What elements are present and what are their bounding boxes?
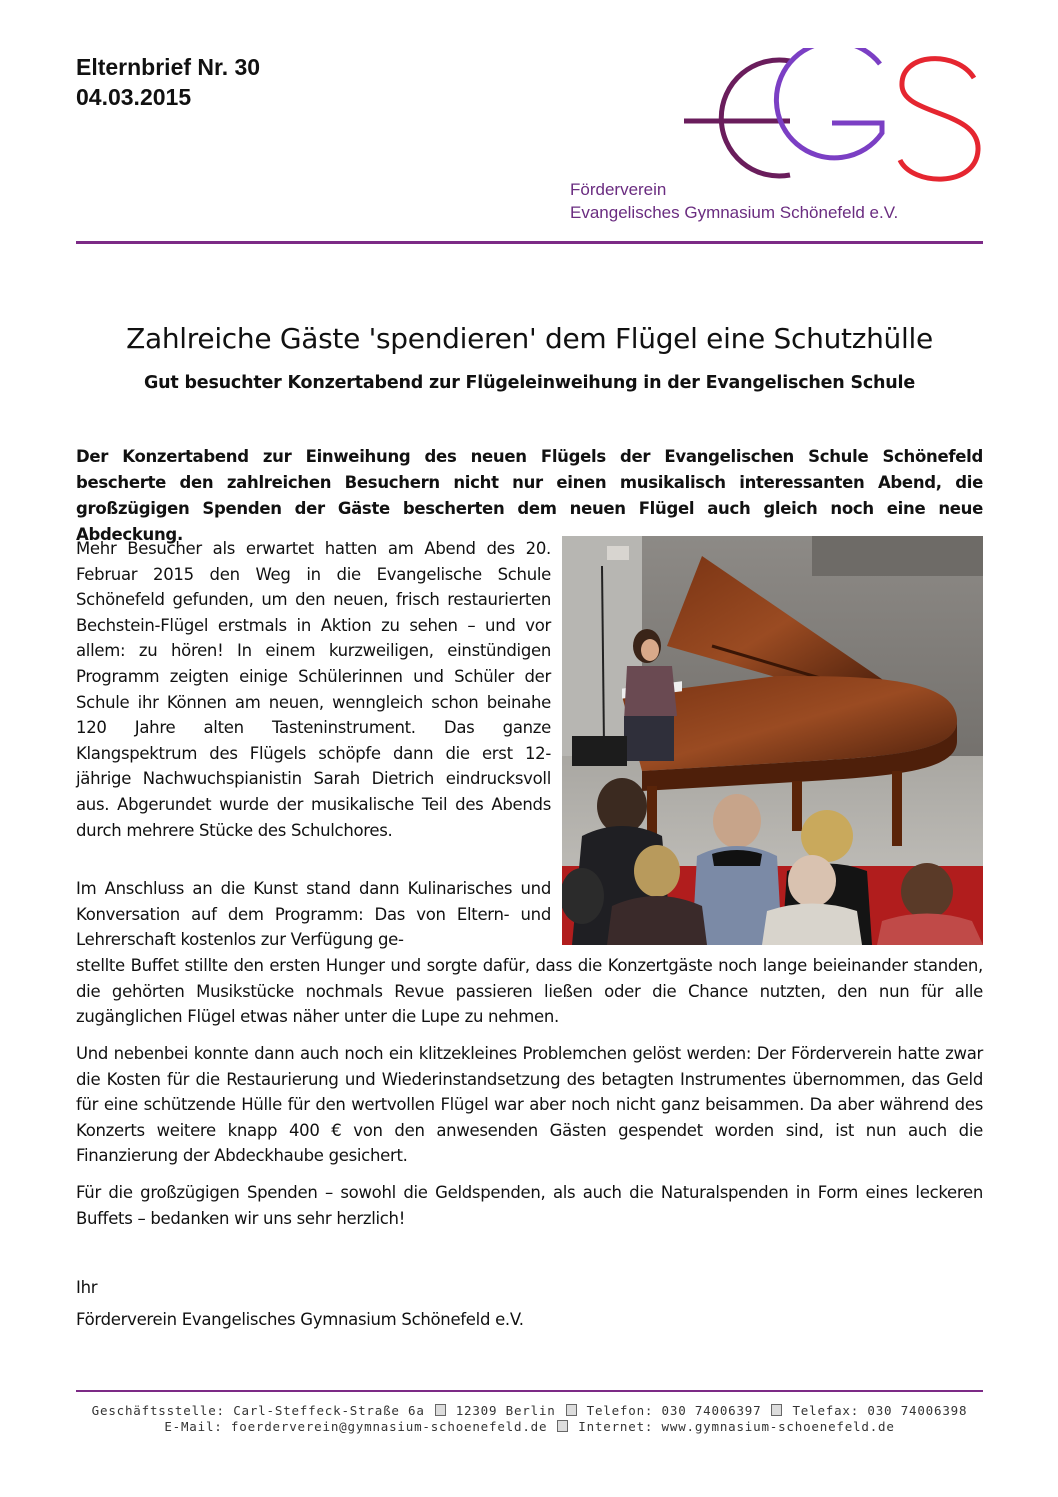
separator-icon: [771, 1404, 782, 1416]
footer-line-1: [76, 1403, 983, 1418]
signature-name: Förderverein Evangelisches Gymnasium Schönefeld e.V.: [76, 1310, 524, 1329]
footer-address: Geschäftsstelle: Carl-Steffeck-Straße 6a: [91, 1403, 425, 1418]
paragraph-2a: Im Anschluss an die Kunst stand dann Kulinarisches und Konversation auf dem Programm: Das von Eltern- und Lehrerschaft kostenlos zur Verfügung ge-: [76, 879, 551, 950]
letter-number: Elternbrief Nr. 30: [76, 54, 261, 80]
footer-zip: 12309 Berlin: [455, 1403, 556, 1418]
logo-name-line1: Förderverein: [570, 180, 667, 199]
footer-web[interactable]: Internet: www.gymnasium-schoenefeld.de: [578, 1419, 895, 1434]
letter-g-shape: [776, 48, 882, 158]
article-subtitle: Gut besuchter Konzertabend zur Flügeleinweihung in der Evangelischen Schule: [143, 373, 916, 393]
article-lead: Der Konzertabend zur Einweihung des neuen Flügels der Evangelischen Schule Schönefeld bescherte den zahlreichen Besuchern nicht nur einen musikalisch interessanten Abend, die großzügigen Spenden der Gäste bescherten dem neuen Flügel auch gleich noch eine neue Abdeckung.: [76, 447, 983, 544]
paragraph-3: Und nebenbei konnte dann auch noch ein klitzekleines Problemchen gelöst werden: Der Förderverein hatte zwar die Kosten für die Restaurierung und Wiederinstandsetzung des betagten Instrumentes übernommen, das Geld für eine schützende Hülle für den wertvollen Flügel war aber noch nicht ganz beisammen. Da aber während des Konzerts weitere knapp 400 € von den anwesenden Gästen gespendet worden sind, ist nun auch die Finanzierung der Abdeckhaube gesichert.: [76, 1044, 983, 1166]
egs-logo-letters-icon: [682, 48, 982, 198]
article-title: Zahlreiche Gäste 'spendieren' dem Flügel eine Schutzhülle: [126, 322, 933, 355]
separator-icon: [435, 1404, 446, 1416]
paragraph-2b: stellte Buffet stillte den ersten Hunger und sorgte dafür, dass die Konzertgäste noch lange beieinander standen, die gehörten Musikstücke nochmals Revue passieren ließen oder die Chance nutzten, den nun für alle zugänglichen Flügel etwas näher unter die Lupe zu nehmen.: [76, 956, 983, 1027]
logo-text: [570, 178, 898, 224]
footer-phone: Telefon: 030 74006397: [586, 1403, 762, 1418]
separator-icon: [557, 1420, 568, 1432]
paragraph-4: Für die großzügigen Spenden – sowohl die Geldspenden, als auch die Naturalspenden in Form eines leckeren Buffets – bedanken wir uns sehr herzlich!: [76, 1183, 983, 1228]
footer-fax: Telefax: 030 74006398: [792, 1403, 968, 1418]
egs-logo: [570, 48, 990, 228]
header-divider: [76, 241, 983, 244]
piano-concert-image-icon: [562, 536, 983, 945]
letter-s-shape: [900, 59, 978, 179]
separator-icon: [566, 1404, 577, 1416]
footer-line-2: [76, 1419, 983, 1434]
footer-divider: [76, 1390, 983, 1392]
letter-date: 04.03.2015: [76, 84, 192, 110]
concert-photo: [562, 536, 983, 945]
paragraph-1: Mehr Besucher als erwartet hatten am Abend des 20. Februar 2015 den Weg in die Evangelische Schule Schönefeld gefunden, um den neuen, frisch restaurierten Bechstein-Flügel erstmals in Aktion zu sehen – und vor allem: zu hören! In einem kurzweiligen, einstündigen Programm zeigten einige Schülerinnen und Schüler der Schule ihr Können am neuen, wenngleich schon beinahe 120 Jahre alten Tasteninstrument. Das ganze Klangspektrum des Flügels schöpfe dann die erst 12-jährige Nachwuchspianistin Sarah Dietrich eindrucksvoll aus. Abgerundet wurde der musikalische Teil des Abends durch mehrere Stücke des Schulchores.: [76, 539, 551, 840]
logo-name-line2: Evangelisches Gymnasium Schönefeld e.V.: [570, 203, 899, 222]
footer-email[interactable]: E-Mail: foerderverein@gymnasium-schoenefeld.de: [164, 1419, 548, 1434]
signature-greeting: Ihr: [76, 1278, 98, 1297]
letter-header: [76, 52, 260, 112]
